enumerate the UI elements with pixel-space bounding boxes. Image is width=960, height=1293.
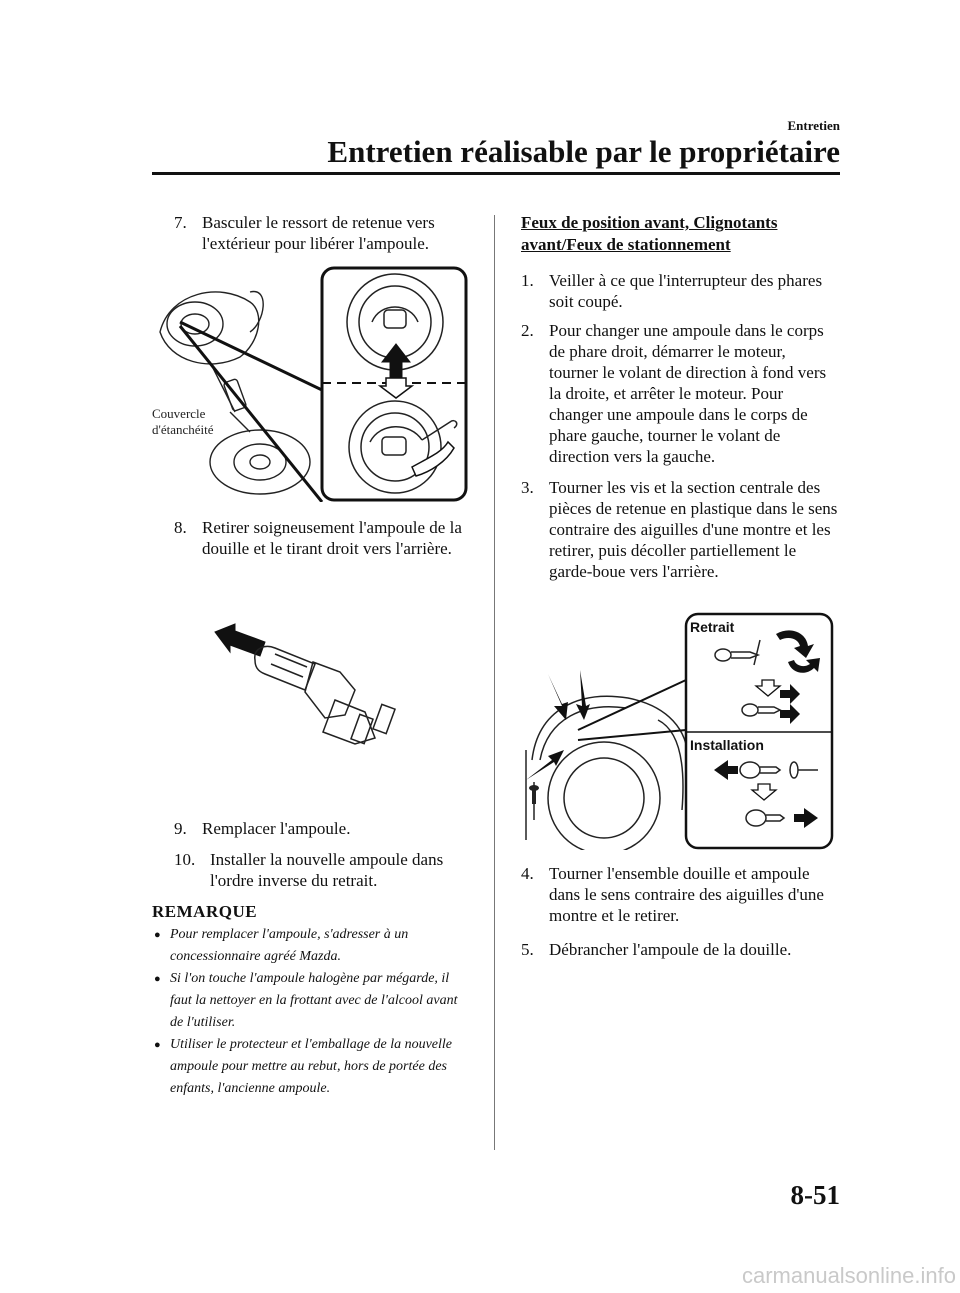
figure-retainer-removal [518, 610, 836, 850]
label-retrait: Retrait [690, 619, 735, 635]
halogen-bulb-illustration [255, 647, 395, 745]
remarque-heading: REMARQUE [152, 902, 258, 921]
fender-illustration [526, 696, 688, 850]
page-title: Entretien réalisable par le propriétaire [327, 134, 840, 169]
column-divider [494, 215, 495, 1150]
step-r2: 2. Pour changer une ampoule dans le corps de phare droit, démarrer le moteur, tourner le volant de direction à fond vers la droite, et arrêter le moteur. Pour changer une ampoule dans le corps de phare gauche, tourner le volant de direction vers la gauche. [521, 321, 827, 466]
step-r4: 4. Tourner l'ensemble douille et ampoule dans le sens contraire des aiguilles d'une montre et le retirer. [521, 864, 824, 925]
label-couvercle: Couvercle d'étanchéité [152, 406, 214, 437]
watermark: carmanualsonline.info [741, 1263, 956, 1288]
step-8: 8. Retirer soigneusement l'ampoule de la douille et le tirant droit vers l'arrière. [174, 518, 462, 558]
bullet-icon: ● [154, 929, 161, 941]
step-r3: 3. Tourner les vis et la section centrale des pièces de retenue en plastique dans le sens contraire des aiguilles d'une montre et les retirer, puis décoller partiellement le garde-boue vers l'arrière. [521, 478, 838, 581]
step-r1: 1. Veiller à ce que l'interrupteur des phares soit coupé. [521, 271, 823, 311]
note-2: ● Si l'on touche l'ampoule halogène par mégarde, il faut la nettoyer en la frottant avec de l'alcool avant de l'utiliser. [154, 968, 472, 1034]
bullet-icon: ● [154, 1039, 161, 1051]
step-10: 10. Installer la nouvelle ampoule dans l'ordre inverse du retrait. [174, 850, 444, 890]
label-installation: Installation [690, 737, 764, 753]
step-7: 7. Basculer le ressort de retenue vers l'extérieur pour libérer l'ampoule. [174, 213, 435, 253]
page-number: 8-51 [790, 1180, 840, 1210]
bullet-icon: ● [154, 973, 161, 985]
header-rule [152, 172, 840, 175]
note-3: ● Utiliser le protecteur et l'emballage de la nouvelle ampoule pour mettre au rebut, hors de portée des enfants, l'ancienne ampoule. [154, 1034, 472, 1100]
screw-icon [529, 785, 539, 804]
figure-retaining-spring [150, 262, 470, 502]
pointer-arrow-icon [548, 674, 568, 720]
note-1: ● Pour remplacer l'ampoule, s'adresser à un concessionnaire agréé Mazda. [154, 924, 472, 968]
step-r5: 5. Débrancher l'ampoule de la douille. [521, 940, 792, 959]
step-9: 9. Remplacer l'ampoule. [174, 819, 351, 838]
figure-bulb-removal [205, 620, 425, 750]
section-heading: Feux de position avant, Clignotants avant/Feux de stationnement [521, 213, 778, 254]
section-name: Entretien [787, 118, 840, 133]
